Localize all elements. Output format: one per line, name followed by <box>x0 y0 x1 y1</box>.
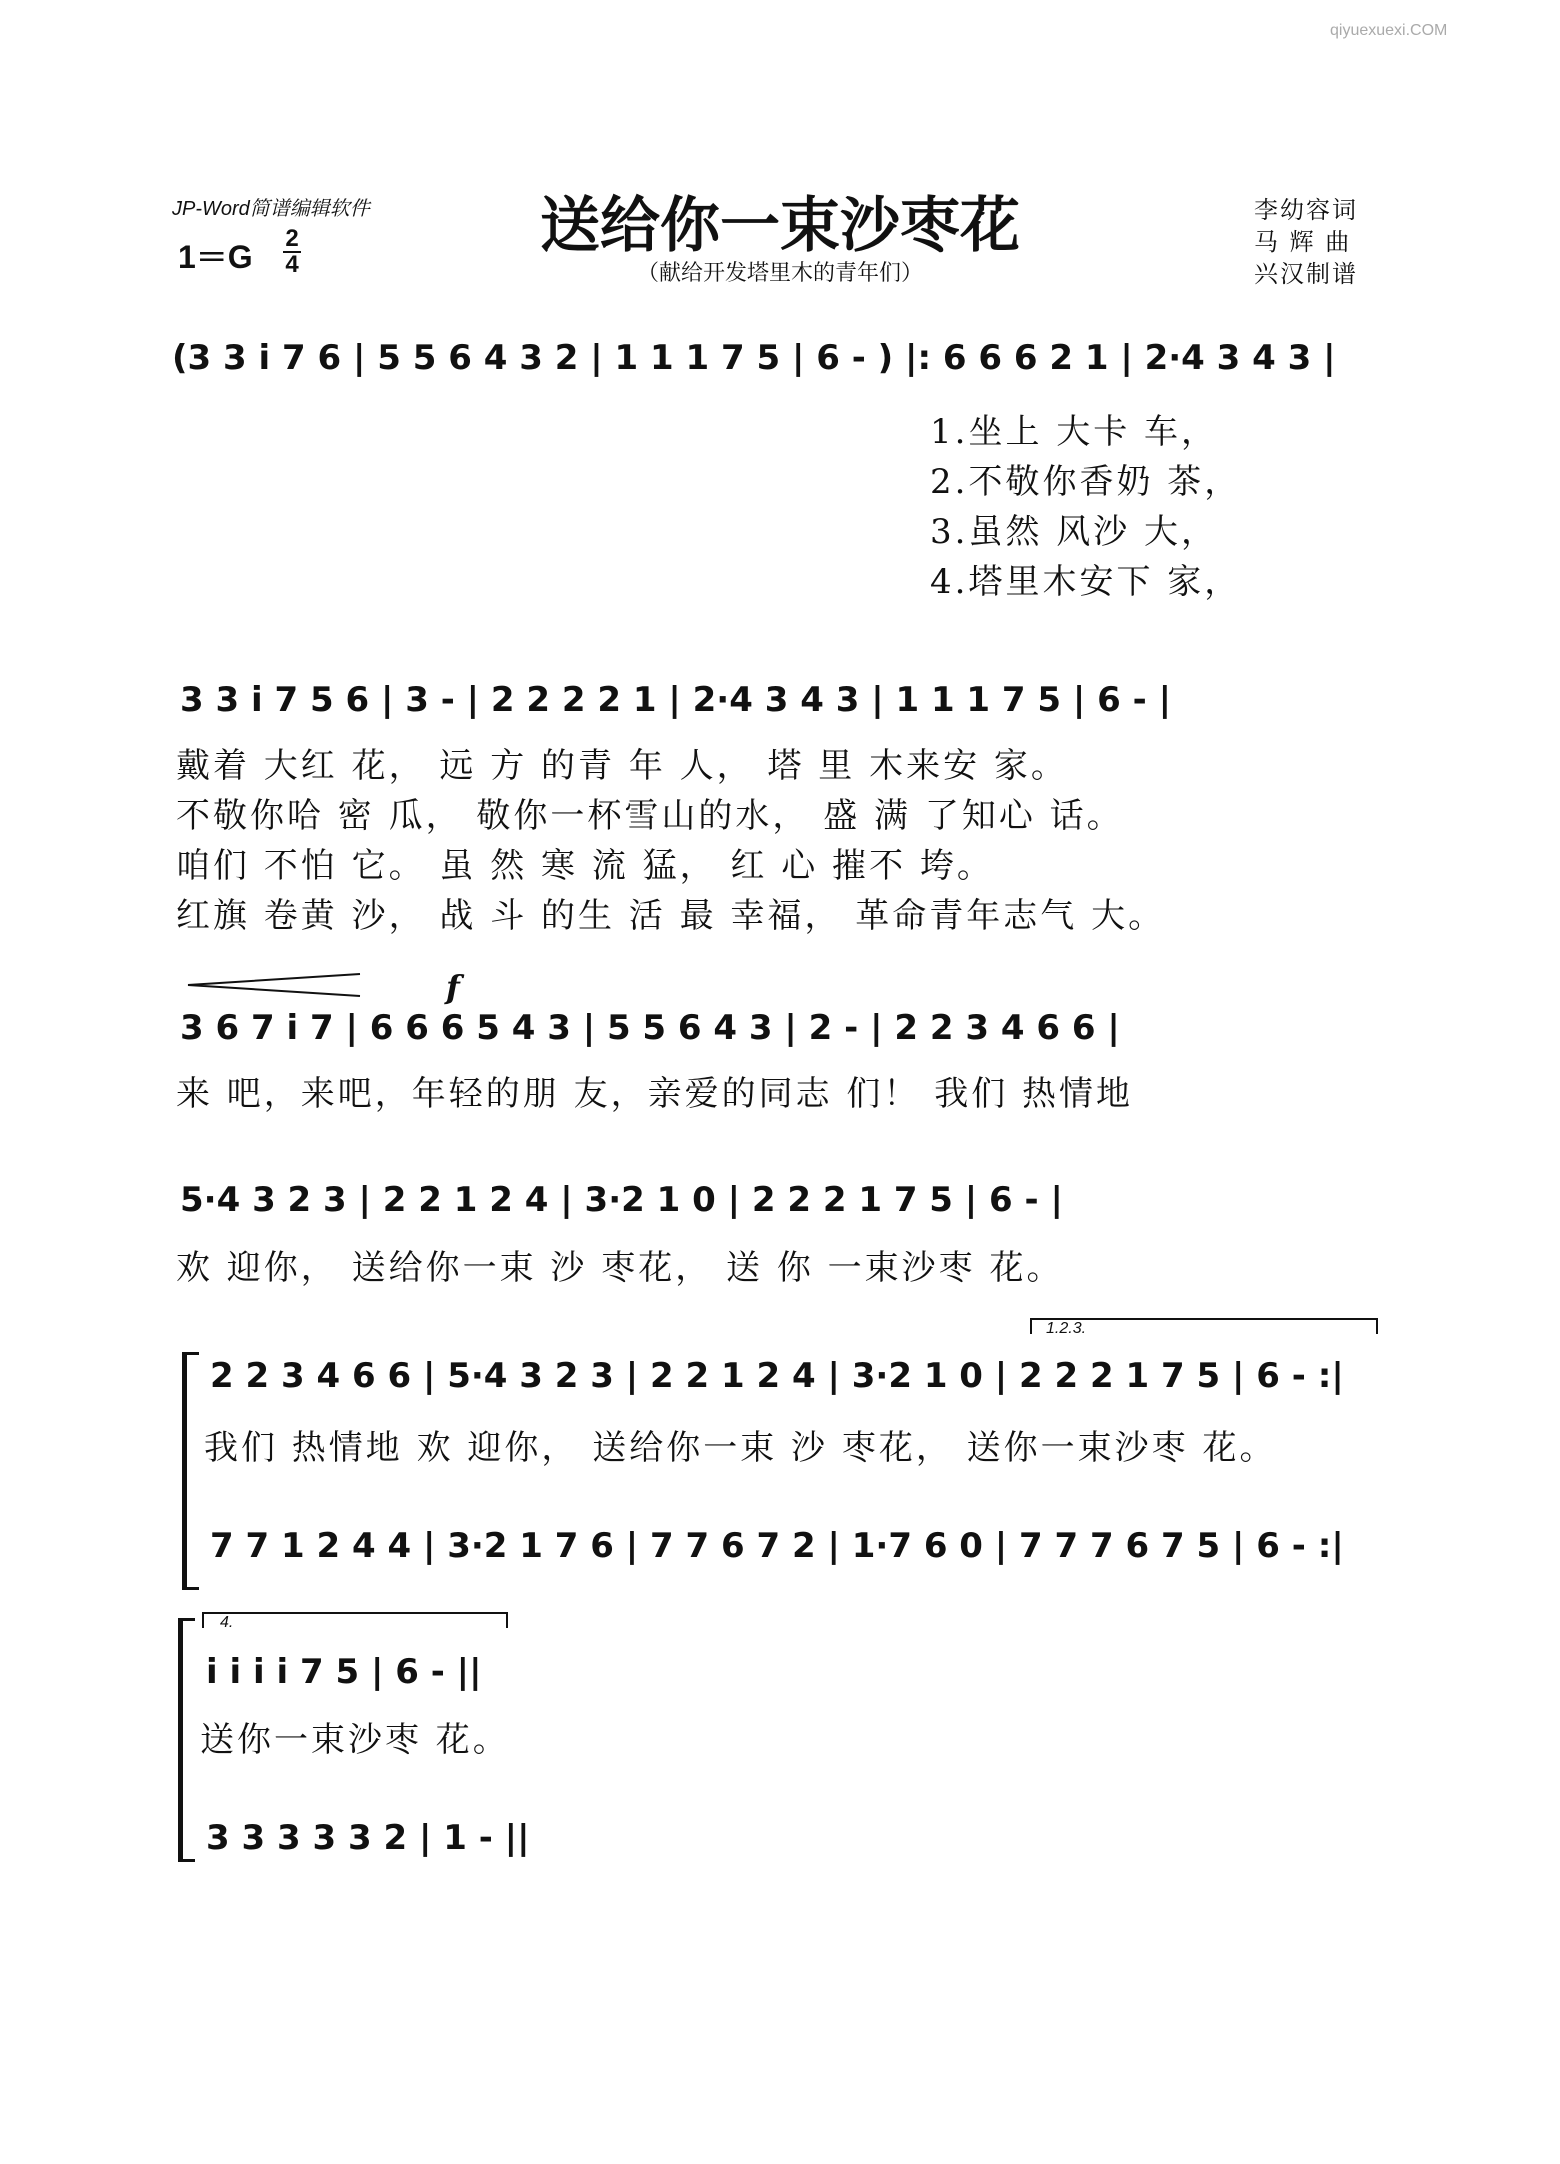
lyric-line-5: 我们 热情地 欢 迎你， 送给你一束 沙 枣花， 送你一束沙枣 花。 <box>204 1428 1277 1468</box>
crescendo-hairpin <box>184 972 364 998</box>
lyric-line-2-verse-2: 不敬你哈 密 瓜， 敬你一杯雪山的水， 盛 满 了知心 话。 <box>176 796 1124 836</box>
watermark: qiyuexuexi.COM <box>1330 22 1448 39</box>
music-line-3: 3 6 7 i 7 | 6 6 6 5 4 3 | 5 5 6 4 3 | 2 - | 2 2 3 4 6 6 | <box>180 1008 1120 1048</box>
system-bracket-1 <box>182 1352 199 1590</box>
lyric-line-1-verse-2: 2.不敬你香奶 茶， <box>930 462 1242 502</box>
lyric-line-1-verse-3: 3.虽然 风沙 大， <box>930 512 1219 552</box>
forte-dynamic: f <box>446 968 460 1006</box>
arranger-credit: 兴汉制谱 <box>1254 260 1358 288</box>
lyric-line-4: 欢 迎你， 送给你一束 沙 枣花， 送 你 一束沙枣 花。 <box>176 1248 1064 1288</box>
lyric-line-2-verse-1: 戴着 大红 花， 远 方 的青 年 人， 塔 里 木来安 家。 <box>176 746 1068 786</box>
meter-top: 2 <box>285 225 299 252</box>
music-line-4: 5·4 3 2 3 | 2 2 1 2 4 | 3·2 1 0 | 2 2 2 1 7 5 | 6 - | <box>180 1180 1063 1220</box>
composer-credit: 马 辉 曲 <box>1254 228 1352 256</box>
page-title: 送给你一束沙枣花 <box>540 191 1020 261</box>
lyric-line-3: 来 吧，来吧，年轻的朋 友，亲爱的同志 们！ 我们 热情地 <box>176 1074 1134 1114</box>
volta-label-1: 1.2.3. <box>1046 1320 1087 1337</box>
volta-label-2: 4. <box>220 1614 234 1631</box>
lyric-line-1-verse-4: 4.塔里木安下 家， <box>930 562 1242 602</box>
volta-bracket-2 <box>202 1612 508 1628</box>
music-line-2: 3 3 i 7 5 6 | 3 - | 2 2 2 2 1 | 2·4 3 4 3 | 1 1 1 7 5 | 6 - | <box>180 680 1172 720</box>
lyric-line-6: 送你一束沙枣 花。 <box>200 1720 510 1760</box>
lyric-line-2-verse-4: 红旗 卷黄 沙， 战 斗 的生 活 最 幸福， 革命青年志气 大。 <box>176 896 1166 936</box>
lyricist-credit: 李幼容词 <box>1254 196 1358 224</box>
page-subtitle: （献给开发塔里木的青年们） <box>636 261 923 286</box>
lyric-line-1-verse-1: 1.坐上 大卡 车， <box>930 412 1219 452</box>
lyric-line-2-verse-3: 咱们 不怕 它。 虽 然 寒 流 猛， 红 心 摧不 垮。 <box>176 846 994 886</box>
software-label: JP-Word简谱编辑软件 <box>172 198 370 220</box>
meter-bottom: 4 <box>285 251 299 278</box>
system-bracket-2 <box>178 1618 195 1862</box>
music-line-1: (3 3 i 7 6 | 5 5 6 4 3 2 | 1 1 1 7 5 | 6 - ) |: 6 6 6 2 1 | 2·4 3 4 3 | <box>172 338 1336 378</box>
music-line-5: 2 2 3 4 6 6 | 5·4 3 2 3 | 2 2 1 2 4 | 3·2 1 0 | 2 2 2 1 7 5 | 6 - :| <box>210 1356 1344 1396</box>
key-signature: 1＝G <box>178 239 253 275</box>
harmony-line-5: 7 7 1 2 4 4 | 3·2 1 7 6 | 7 7 6 7 2 | 1·7 6 0 | 7 7 7 6 7 5 | 6 - :| <box>210 1526 1344 1566</box>
harmony-line-6: 3 3 3 3 3 2 | 1 - || <box>206 1818 530 1858</box>
music-line-6: i i i i 7 5 | 6 - || <box>206 1652 482 1692</box>
